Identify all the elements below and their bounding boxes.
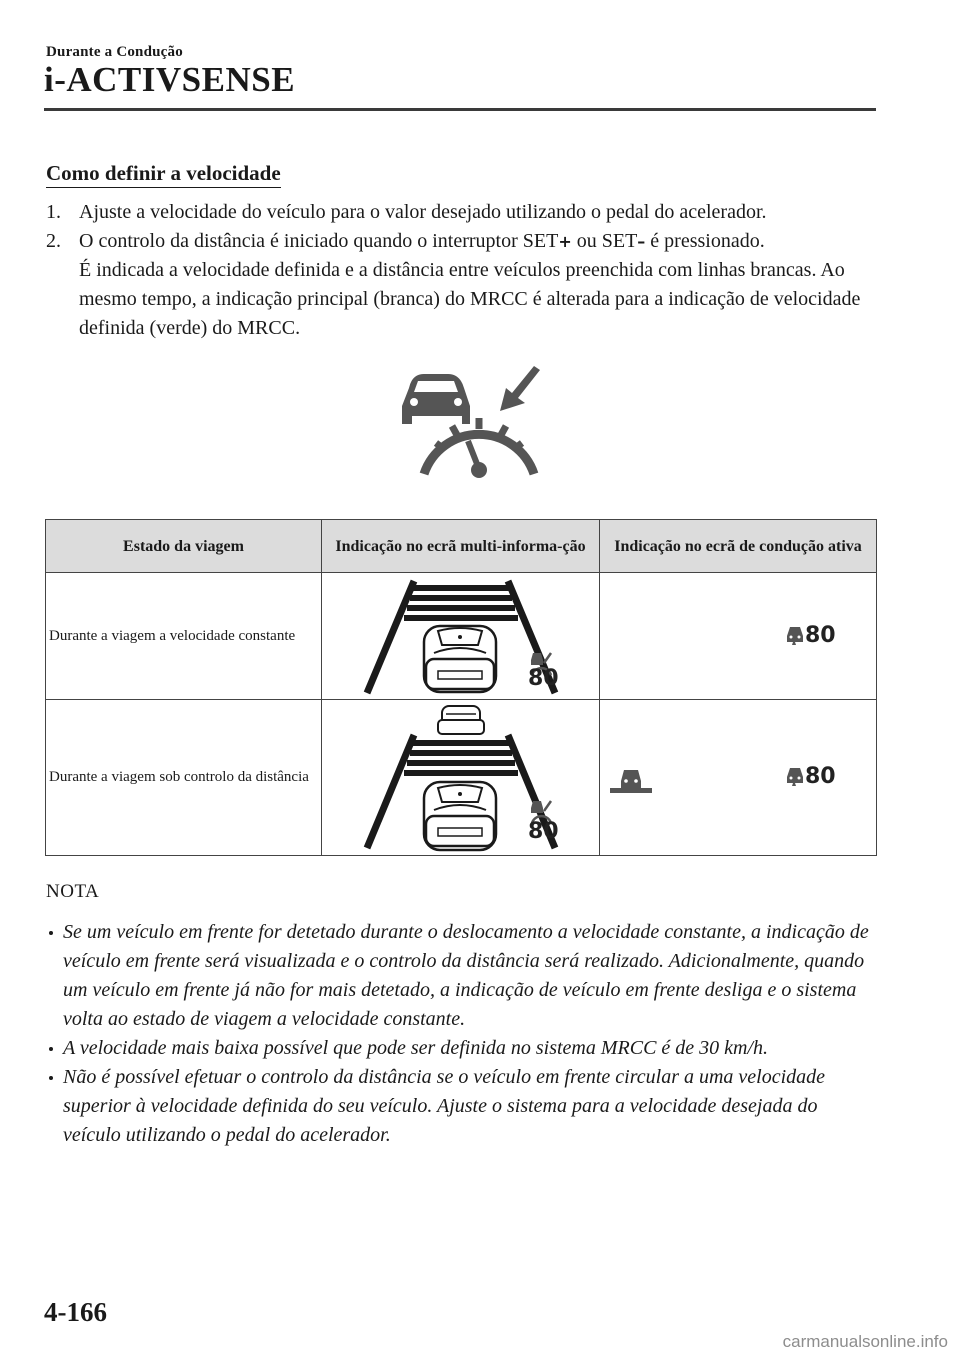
set-plus-symbol: + [558, 232, 572, 251]
active-driving-display-figure [600, 700, 877, 856]
page-number: 4-166 [44, 1297, 107, 1327]
state-cell: Durante a viagem sob controlo da distância [46, 700, 322, 856]
mrcc-set-speed-icon [787, 627, 803, 645]
note-text: Se um veículo em frente for detetado durante o deslocamento a velocidade constante, a indicação de veículo em frente será visualizada e o controlo da distância será realizado. Adicionalmente, quando um veículo em frente já não for mais detetado, a indicação de veículo em frente desliga e o sistema volta ao estado de viagem a velocidade constante. [63, 921, 869, 1030]
table-header: Indicação no ecrã multi-informa-ção [322, 520, 600, 573]
watermark: carmanualsonline.info [782, 1332, 948, 1351]
bullet-icon [49, 1047, 53, 1051]
bullet-icon [49, 931, 53, 935]
state-table [45, 519, 877, 856]
subheading: Como definir a velocidade [46, 161, 281, 188]
section-label: Durante a Condução [46, 44, 183, 60]
set-speed-value: 80 [805, 623, 836, 648]
step-text: É indicada a velocidade definida e a distância entre veículos preenchida com linhas brancas. Ao mesmo tempo, a indicação principal (branca) do MRCC é alterada para a indicação de velocidade definida (verde) do MRCC. [79, 259, 861, 339]
header-rule [44, 108, 876, 111]
note-text: A velocidade mais baixa possível que pode ser definida no sistema MRCC é de 30 km/h. [63, 1037, 769, 1059]
step-2 [46, 227, 876, 343]
own-car-figure [424, 626, 496, 692]
step-number: 2. [46, 230, 61, 252]
mrcc-set-speed-icon [787, 768, 803, 786]
table-header-row [46, 520, 877, 573]
set-speed-value: 80 [528, 819, 559, 844]
vehicle-ahead-figure [438, 706, 484, 734]
note-item [46, 1063, 876, 1150]
mrcc-car-speedometer-icon [400, 366, 550, 486]
own-car-figure [424, 782, 496, 850]
note-item [46, 918, 876, 1034]
multi-info-display-figure [322, 573, 600, 700]
table-header: Indicação no ecrã de condução ativa [600, 520, 877, 573]
steps-list [46, 198, 876, 343]
step-text: ou SET [576, 230, 638, 252]
notes-list [46, 918, 876, 1150]
note-title: NOTA [46, 881, 100, 902]
set-minus-symbol: – [637, 232, 646, 251]
step-1 [46, 198, 876, 227]
step-number: 1. [46, 201, 61, 223]
table-row [46, 700, 877, 856]
vehicle-ahead-icon [610, 770, 652, 793]
active-driving-display-figure [600, 573, 877, 700]
step-text: Ajuste a velocidade do veículo para o valor desejado utilizando o pedal do acelerador. [79, 201, 767, 223]
set-speed-value: 80 [805, 764, 836, 789]
state-cell: Durante a viagem a velocidade constante [46, 573, 322, 700]
step-text: O controlo da distância é iniciado quando o interruptor SET [79, 230, 559, 252]
table-header: Estado da viagem [46, 520, 322, 573]
bullet-icon [49, 1076, 53, 1080]
note-text: Não é possível efetuar o controlo da distância se o veículo em frente circular a uma velocidade superior à velocidade definida do seu veículo. Ajuste o sistema para a velocidade desejada do veículo utilizando o pedal do acelerador. [63, 1066, 826, 1146]
step-text: é pressionado. [650, 230, 765, 252]
multi-info-display-figure [322, 700, 600, 856]
chapter-title: i-ACTIVSENSE [44, 60, 296, 99]
set-speed-value: 80 [528, 666, 559, 691]
note-item [46, 1034, 876, 1063]
table-row [46, 573, 877, 700]
